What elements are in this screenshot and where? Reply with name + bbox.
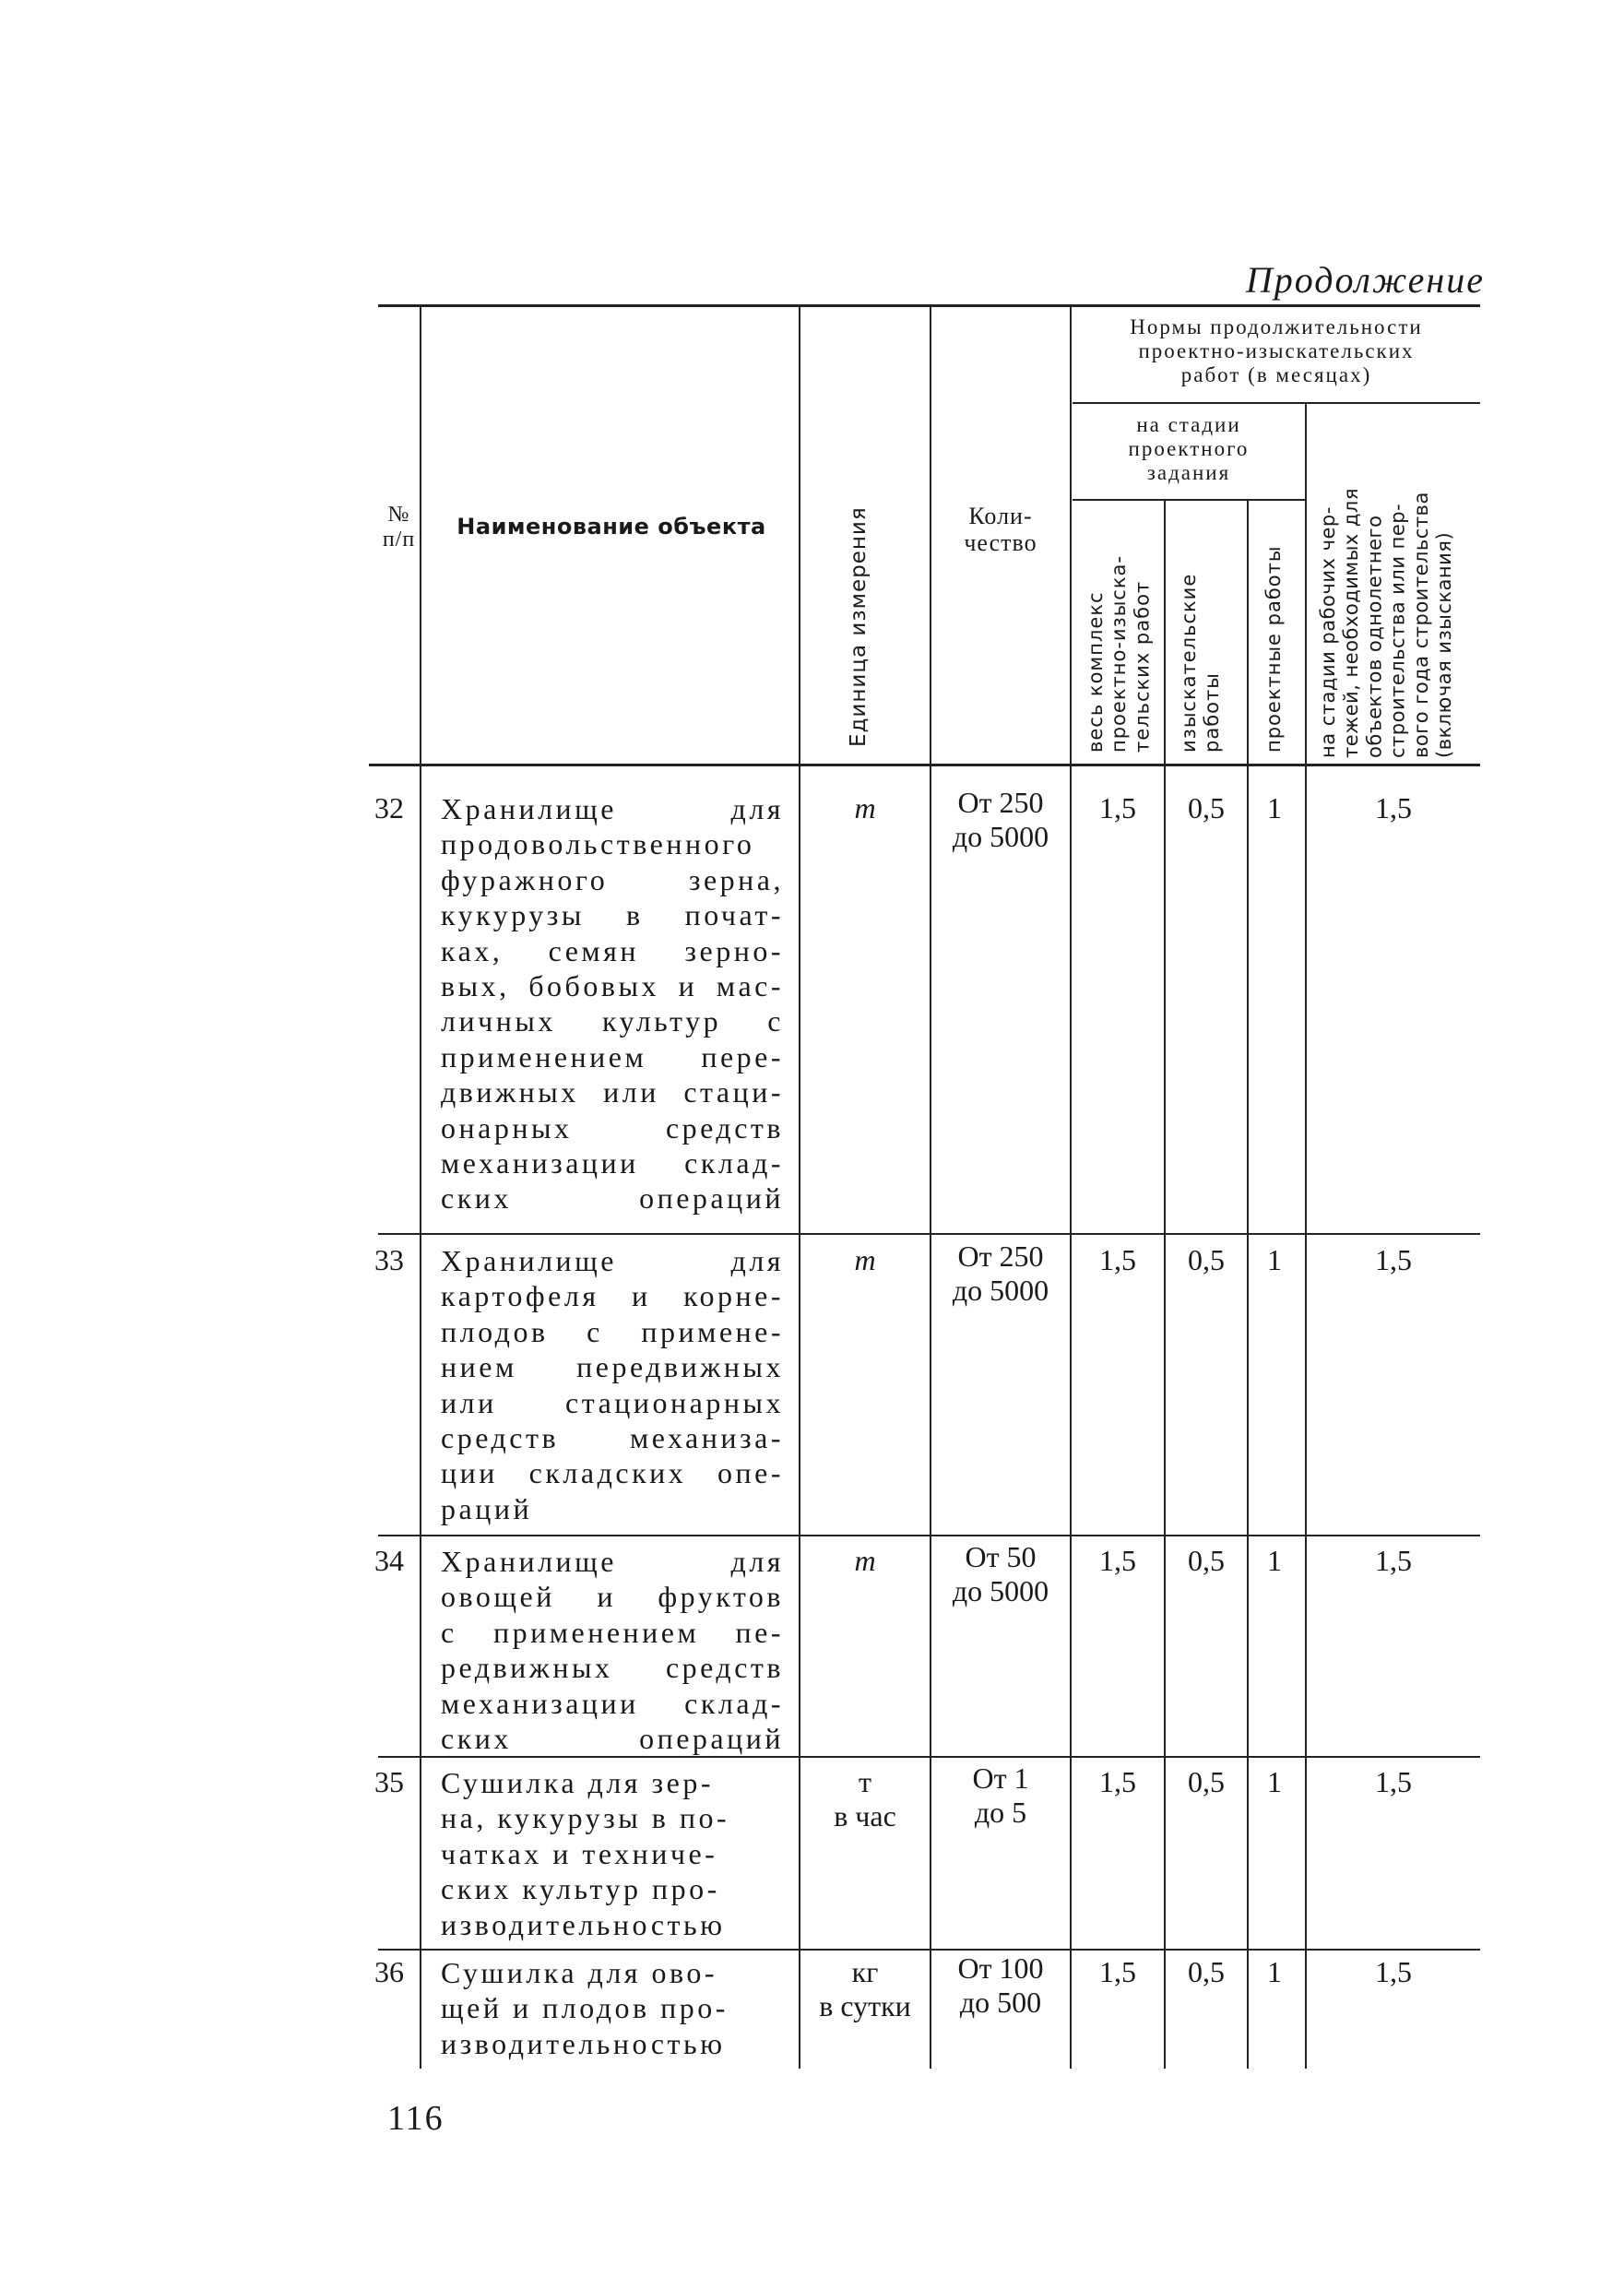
row-36-unit: кг в сутки xyxy=(819,1955,911,2022)
row-35-full: 1,5 xyxy=(1099,1765,1136,1798)
row-34-qty: От 50 до 5000 xyxy=(952,1540,1049,1607)
header-working-drawings: на стадии рабочих чер- тежей, необходимых для объектов однолетнего строительства или пер- вого года строительства (включая изыскания) xyxy=(1317,488,1455,758)
row-32-name: Хранилище для продовольственного фуражного зерна, кукурузы в почат- ках, семян зерно- вых, бобовых и мас- личных культур с применением пере- движных или стаци- онарных средств механизации склад- ских операций xyxy=(441,792,784,1216)
header-survey: изыскательские работы xyxy=(1178,573,1224,753)
col-divider-qty xyxy=(1070,307,1072,2069)
row-32-qty: От 250 до 5000 xyxy=(952,786,1049,853)
row-32-design: 1 xyxy=(1267,791,1282,824)
header-design: проектные работы xyxy=(1262,545,1285,753)
header-full-complex: весь комплекс проектно-изыска- тельских работ xyxy=(1085,555,1154,753)
row-33-survey: 0,5 xyxy=(1188,1243,1225,1276)
row-35-unit: т в час xyxy=(834,1765,896,1832)
row-32-number: 32 xyxy=(374,791,404,824)
row-33-qty: От 250 до 5000 xyxy=(952,1239,1049,1307)
row-33-full: 1,5 xyxy=(1099,1243,1136,1276)
page-number: 116 xyxy=(387,2099,445,2138)
header-unit: Единица измерения xyxy=(847,506,871,747)
row-36-qty: От 100 до 500 xyxy=(957,1951,1044,2019)
row-36-full: 1,5 xyxy=(1099,1955,1136,1988)
row-34-name: Хранилище для овощей и фруктов с применением пе- редвижных средств механизации склад- ских операций xyxy=(441,1545,784,1755)
row-34-working: 1,5 xyxy=(1375,1544,1412,1577)
row-34-full: 1,5 xyxy=(1099,1544,1136,1577)
row-35-qty: От 1 до 5 xyxy=(972,1761,1029,1829)
row-32-working: 1,5 xyxy=(1375,791,1412,824)
stage-group-rule xyxy=(1073,499,1305,501)
norms-group-rule xyxy=(1073,402,1480,404)
header-norms: Нормы продолжительности проектно-изыскательских работ (в месяцах) xyxy=(1130,315,1423,386)
row-33-design: 1 xyxy=(1267,1243,1282,1276)
row-34-survey: 0,5 xyxy=(1188,1544,1225,1577)
row-34-design: 1 xyxy=(1267,1544,1282,1577)
row-35-design: 1 xyxy=(1267,1765,1282,1798)
row-36-number: 36 xyxy=(374,1955,404,1988)
row-36-design: 1 xyxy=(1267,1955,1282,1988)
header-stage: на стадии проектного задания xyxy=(1128,413,1250,484)
continuation-label: Продолжение xyxy=(1245,259,1485,301)
row-34-number: 34 xyxy=(374,1544,404,1577)
row-36-survey: 0,5 xyxy=(1188,1955,1225,1988)
row-35-name: Сушилка для зер- на, кукурузы в по- чатках и техниче- ских культур про- изводительностью xyxy=(441,1766,730,1941)
row-33-unit: т xyxy=(854,1243,876,1276)
row-35-survey: 0,5 xyxy=(1188,1765,1225,1798)
col-divider-survey xyxy=(1247,499,1249,2069)
col-divider-unit xyxy=(930,307,931,2069)
header-bottom-rule xyxy=(369,764,1480,766)
row-33-number: 33 xyxy=(374,1243,404,1276)
row-33-working: 1,5 xyxy=(1375,1243,1412,1276)
row-32-unit: т xyxy=(854,791,876,824)
row-36-name: Сушилка для ово- щей и плодов про- изводительностью xyxy=(441,1956,729,2060)
row-32-full: 1,5 xyxy=(1099,791,1136,824)
row-35-number: 35 xyxy=(374,1765,404,1798)
row-32-survey: 0,5 xyxy=(1188,791,1225,824)
header-name: Наименование объекта xyxy=(456,514,766,540)
row-33-name: Хранилище для картофеля и корне- плодов с примене- нием передвижных или стационарных средств механиза- ции складских опе- раций xyxy=(441,1244,784,1525)
row-35-working: 1,5 xyxy=(1375,1765,1412,1798)
col-divider-num xyxy=(420,307,421,2069)
col-divider-design xyxy=(1305,402,1307,2069)
row-36-working: 1,5 xyxy=(1375,1955,1412,1988)
row-34-unit: т xyxy=(854,1544,876,1577)
header-qty: Коли- чество xyxy=(964,503,1037,557)
header-num: № п/п xyxy=(382,503,416,551)
col-divider-full xyxy=(1164,499,1166,2069)
